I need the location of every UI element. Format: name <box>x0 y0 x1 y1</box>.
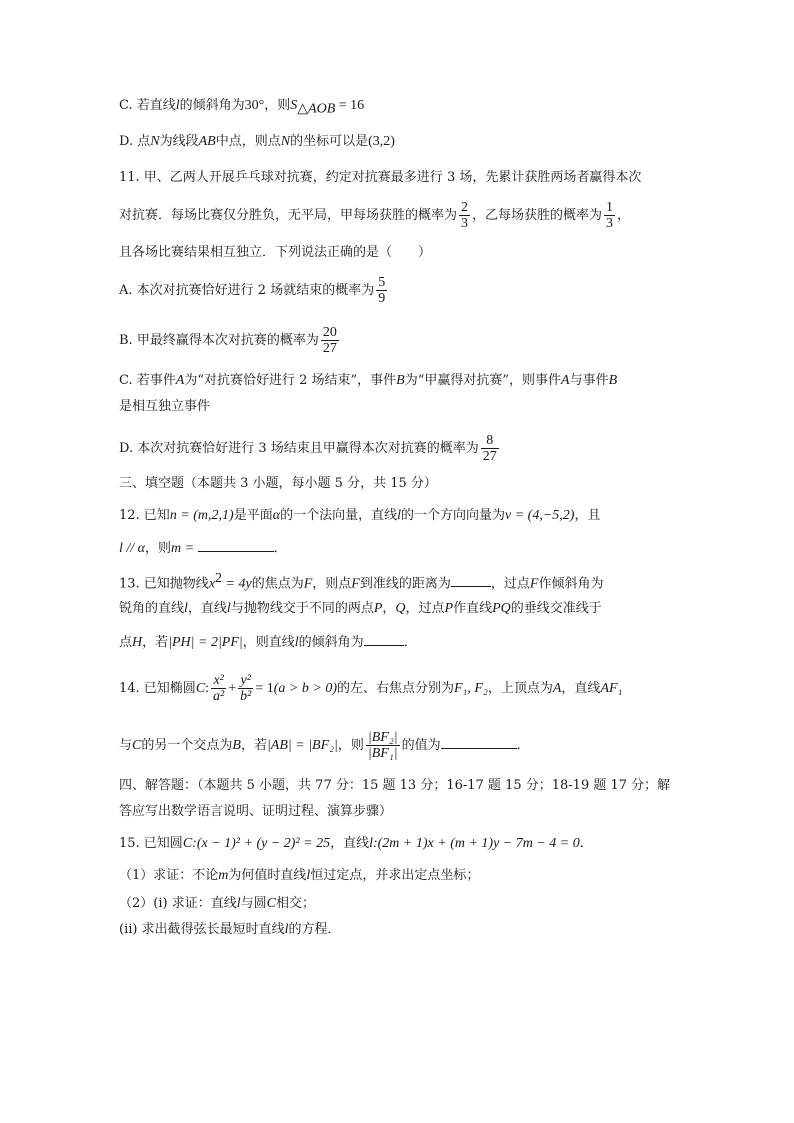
fraction-bf2-bf1: $\frac{\text{|BF₂|}}{\text{|BF₁|}}$ <box>367 730 398 761</box>
answer-blank[interactable] <box>451 572 491 587</box>
answer-blank[interactable] <box>364 631 404 646</box>
q11-stem-line3: 且各场比赛结果相互独立．下列说法正确的是（ ） <box>119 245 432 260</box>
q14-line2: 与C的另一个交点为B，若|AB| = |BF₂|，则 $\frac{\text{|BF₂|}}{\text{|BF₁|}}$ 的值为 ． <box>119 730 530 761</box>
q11-stem-line2: 对抗赛．每场比赛仅分胜负，无平局，甲每场获胜的概率为 $\frac{2}{3}$ ，乙每场获胜的概率为 $\frac{1}{3}$ ， <box>119 200 631 231</box>
q13-line1: 13. 已知抛物线$x^2 = 4y$的焦点为F，则点F到准线的距离为 ，过点F作倾斜角为 <box>119 571 604 592</box>
answer-blank[interactable] <box>198 537 274 552</box>
q10-option-c: C. 若直线l的倾斜角为30°，则$S_{\triangle AOB} = 16$ <box>119 98 365 117</box>
q12-line1: 12. 已知n = (m,2,1)是平面α的一个法向量，直线l的一个方向向量为v = (4,−5,2)，且 <box>119 508 601 523</box>
q15-part-2i: （2）(ⅰ) 求证：直线l与圆C相交； <box>119 896 315 911</box>
q11-option-c: C. 若事件A为“对抗赛恰好进行 2 场结束”，事件B为“甲赢得对抗赛”，则事件A与事件B <box>119 373 618 388</box>
q12-line2: l // α，则m = ． <box>119 537 287 559</box>
q11-option-d: D. 本次对抗赛恰好进行 3 场结束且甲赢得本次对抗赛的概率为 $\frac{8}{27}$ <box>119 433 497 464</box>
fraction-y2-b2: $\frac{\text{y²}}{\text{b²}}$ <box>240 673 252 704</box>
section-4-heading-line1: 四、解答题：（本题共 5 小题，共 77 分：15 题 13 分；16-17 题 15 分；18-19 题 17 分；解 <box>119 778 671 793</box>
answer-blank[interactable] <box>441 734 517 749</box>
fraction-2-3: $\frac{2}{3}$ <box>461 200 469 231</box>
q15-stem: 15. 已知圆C:(x − 1)² + (y − 2)² = 25，直线l:(2m + 1)x + (m + 1)y − 7m − 4 = 0． <box>119 836 593 851</box>
q11-stem-line1: 11. 甲、乙两人开展乒乓球对抗赛，约定对抗赛最多进行 3 场，先累计获胜两场者赢得本次 <box>119 170 642 185</box>
fraction-20-27: $\frac{20}{27}$ <box>322 325 337 356</box>
fraction-5-9: $\frac{5}{9}$ <box>378 275 386 306</box>
section-4-heading-line2: 答应写出数学语言说明、证明过程、演算步骤） <box>119 804 393 819</box>
q14-line1: 14. 已知椭圆C: $\frac{\text{x²}}{\text{a²}}$ + $\frac{\text{y²}}{\text{b²}}$ = 1(a > b > 0)的左、右焦点分别为F₁, F₂，上顶点为A，直线AF₁ <box>119 673 623 704</box>
q13-line2: 锐角的直线l，直线l与抛物线交于不同的两点P，Q，过点P作直线PQ的垂线交准线于 <box>119 601 602 616</box>
q11-option-c-line2: 是相互独立事件 <box>119 399 211 414</box>
q15-part-2ii: (ⅱ) 求出截得弦长最短时直线l的方程． <box>119 922 341 937</box>
fraction-8-27: $\frac{8}{27}$ <box>482 433 497 464</box>
q15-part-1: （1）求证：不论m为何值时直线l恒过定点，并求出定点坐标； <box>119 868 480 883</box>
q11-option-b: B. 甲最终赢得本次对抗赛的概率为 $\frac{20}{27}$ <box>119 325 337 356</box>
q13-line3: 点H，若|PH| = 2|PF|，则直线l的倾斜角为 ． <box>119 631 417 653</box>
q11-option-a: A. 本次对抗赛恰好进行 2 场就结束的概率为 $\frac{5}{9}$ <box>119 275 386 306</box>
section-3-heading: 三、填空题（本题共 3 小题，每小题 5 分，共 15 分） <box>119 476 437 491</box>
fraction-1-3: $\frac{1}{3}$ <box>606 200 614 231</box>
q10-option-d: D. 点N为线段AB中点，则点N的坐标可以是(3,2) <box>119 134 395 149</box>
fraction-x2-a2: $\frac{\text{x²}}{\text{a²}}$ <box>213 673 225 704</box>
